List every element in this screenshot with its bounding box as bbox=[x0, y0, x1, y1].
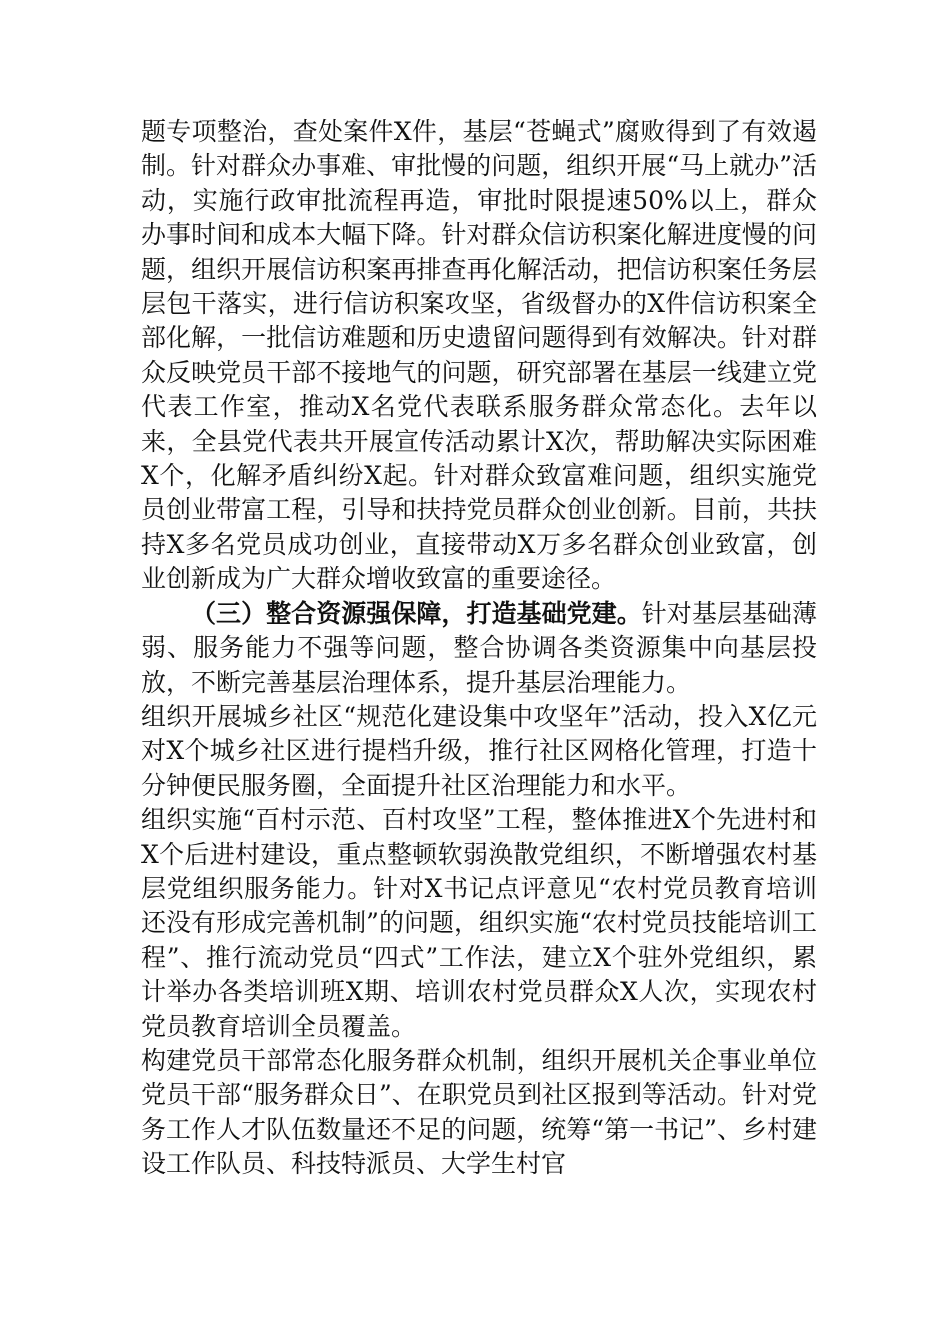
section-body: 针对基层基础薄弱、服务能力不强等问题，整合协调各类资源集中向基层投放，不断完善基层治理体系，提升基层治理能力。 bbox=[141, 598, 817, 697]
paragraph-continued: 题专项整治，查处案件X件，基层“苍蝇式”腐败得到了有效遏制。针对群众办事难、审批慢的问题，组织开展“马上就办”活动，实施行政审批流程再造，审批时限提速50%以上，群众办事时间和成本大幅下降。针对群众信访积案化解进度慢的问题，组织开展信访积案再排查再化解活动，把信访积案任务层层包干落实，进行信访积案攻坚，省级督办的X件信访积案全部化解，一批信访难题和历史遗留问题得到有效解决。针对群众反映党员干部不接地气的问题，研究部署在基层一线建立党代表工作室，推动X名党代表联系服务群众常态化。去年以来，全县党代表共开展宣传活动累计X次，帮助解决实际困难X个，化解矛盾纠纷X起。针对群众致富难问题，组织实施党员创业带富工程，引导和扶持党员群众创业创新。目前，共扶持X多名党员成功创业，直接带动X万多名群众创业致富，创业创新成为广大群众增收致富的重要途径。 bbox=[141, 117, 817, 594]
document-page bbox=[141, 115, 817, 1182]
section-heading: （三）整合资源强保障，打造基础党建。 bbox=[191, 598, 642, 628]
paragraph-section-three bbox=[141, 597, 817, 700]
paragraph-community: 组织开展城乡社区“规范化建设集中攻坚年”活动，投入X亿元对X个城乡社区进行提档升级，推行社区网格化管理，打造十分钟便民服务圈，全面提升社区治理能力和水平。 bbox=[141, 701, 817, 800]
paragraph-service-mechanism: 构建党员干部常态化服务群众机制，组织开展机关企事业单位党员干部“服务群众日”、在职党员到社区报到等活动。针对党务工作人才队伍数量还不足的问题，统筹“第一书记”、乡村建设工作队员、科技特派员、大学生村官 bbox=[141, 1045, 817, 1179]
paragraph-villages: 组织实施“百村示范、百村攻坚”工程，整体推进X个先进村和X个后进村建设，重点整顿软弱涣散党组织，不断增强农村基层党组织服务能力。针对X书记点评意见“农村党员教育培训还没有形成完善机制”的问题，组织实施“农村党员技能培训工程”、推行流动党员“四式”工作法，建立X个驻外党组织，累计举办各类培训班X期、培训农村党员群众X人次，实现农村党员教育培训全员覆盖。 bbox=[141, 805, 817, 1041]
